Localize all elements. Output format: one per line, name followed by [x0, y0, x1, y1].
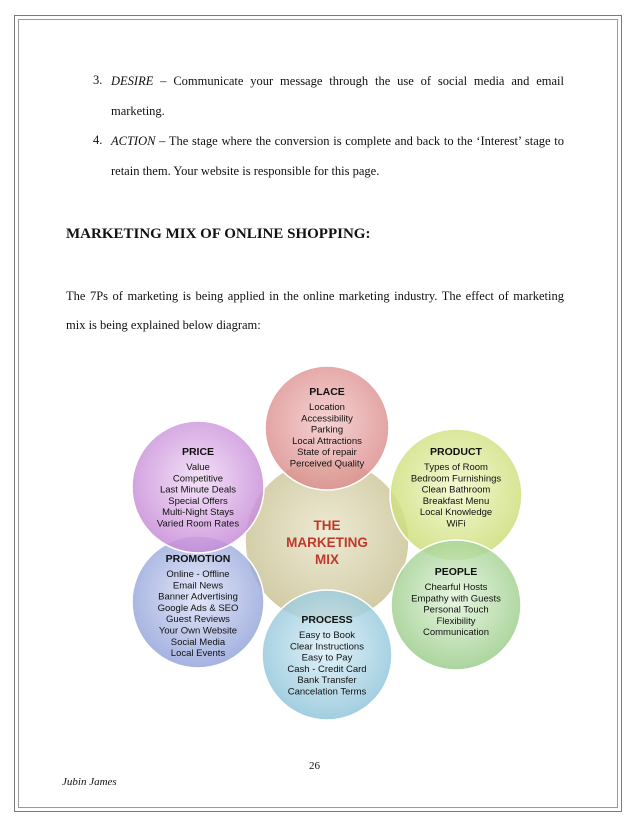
- petal-item: Online - Offline: [166, 569, 230, 580]
- petal-item: Value: [186, 462, 210, 473]
- petal-item: Perceived Quality: [289, 458, 365, 470]
- list-item-action: [111, 133, 564, 149]
- petal-item: Easy to Pay: [301, 652, 353, 664]
- petal-item: Types of Room: [424, 462, 488, 473]
- list-text-cont: retain them. Your website is responsible for this page.: [111, 164, 380, 178]
- list-term: ACTION: [111, 134, 156, 148]
- petal-item: Location: [309, 402, 345, 413]
- petal-item: Breakfast Menu: [422, 495, 490, 507]
- petal-title-process: PROCESS: [301, 614, 353, 626]
- petal-title-promotion: PROMOTION: [165, 553, 231, 565]
- petal-item: Social Media: [170, 636, 226, 648]
- petal-item: Local Events: [170, 648, 226, 660]
- petal-item: Local Knowledge: [419, 507, 493, 519]
- petal-title-people: PEOPLE: [434, 566, 478, 578]
- petal-item: Special Offers: [168, 495, 228, 507]
- petal-item: Flexibility: [436, 615, 476, 627]
- petal-item: Personal Touch: [423, 604, 489, 616]
- petal-item: Google Ads & SEO: [157, 602, 239, 614]
- petal-item: Clear Instructions: [290, 641, 364, 653]
- petal-item: Cash - Credit Card: [287, 663, 367, 675]
- petal-item: Communication: [423, 627, 489, 639]
- petal-item: Clean Bathroom: [421, 484, 491, 496]
- petal-item: Local Attractions: [292, 435, 362, 447]
- marketing-mix-diagram: [130, 365, 525, 720]
- petal-item: Empathy with Guests: [411, 593, 501, 605]
- petal-item: Multi-Night Stays: [162, 507, 234, 519]
- list-text: – The stage where the conversion is complete and back to the ‘Interest’ stage to: [155, 134, 564, 148]
- petal-item: Last Minute Deals: [159, 484, 237, 496]
- petal-item: WiFi: [446, 518, 466, 530]
- petal-item: Accessibility: [301, 413, 353, 425]
- petal-item: Guest Reviews: [166, 614, 230, 626]
- petal-item: State of repair: [297, 447, 357, 459]
- petal-item: Cancelation Terms: [287, 686, 367, 698]
- petal-item: Email News: [172, 580, 224, 592]
- list-number: 4.: [93, 133, 103, 147]
- center-label: THE: [313, 518, 341, 533]
- petal-item: Chearful Hosts: [424, 582, 488, 593]
- section-heading: MARKETING MIX OF ONLINE SHOPPING:: [66, 226, 371, 242]
- petal-item: Varied Room Rates: [156, 518, 240, 530]
- list-term: DESIRE: [111, 74, 154, 88]
- petal-title-product: PRODUCT: [430, 446, 482, 458]
- center-label: MARKETING: [286, 535, 368, 550]
- petal-item: Competitive: [172, 473, 224, 485]
- petal-item: Parking: [310, 424, 344, 436]
- list-item-desire: [111, 73, 564, 89]
- paragraph-line: mix is being explained below diagram:: [66, 318, 261, 332]
- footer-author: Jubin James: [62, 776, 117, 788]
- center-label: MIX: [314, 552, 340, 567]
- petal-item: Easy to Book: [299, 630, 355, 641]
- petal-item: Banner Advertising: [158, 591, 238, 603]
- list-text-cont: marketing.: [111, 104, 165, 118]
- list-text: – Communicate your message through the use of social media and email: [153, 74, 564, 88]
- petal-item: Bedroom Furnishings: [410, 473, 502, 485]
- petal-item: Your Own Website: [158, 625, 238, 637]
- page-number: 26: [309, 760, 320, 772]
- petal-title-place: PLACE: [309, 386, 345, 398]
- petal-item: Bank Transfer: [297, 675, 357, 687]
- list-number: 3.: [93, 73, 103, 87]
- petal-title-price: PRICE: [181, 446, 215, 458]
- paragraph-line: The 7Ps of marketing is being applied in the online marketing industry. The effect of marketing: [66, 289, 564, 303]
